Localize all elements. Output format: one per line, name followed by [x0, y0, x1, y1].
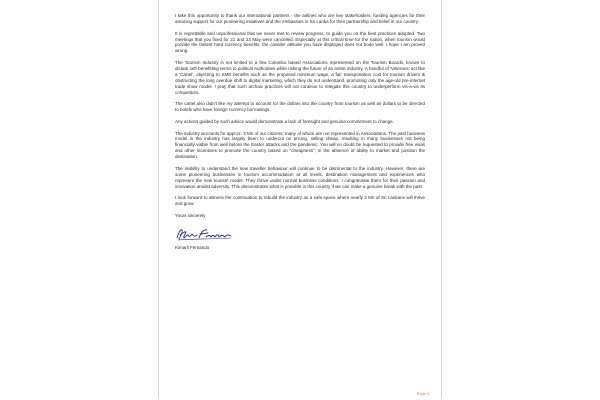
paragraph-1: I take this opportunity to thank our international partners - the airlines who are key stakeholders, funding agencies for their amazing support for our pioneering initiatives and the embassies in Sri Lanka for their partnership and belief in our country. — [175, 13, 425, 24]
letter-body — [175, 13, 425, 257]
closing-salutation: Yours sincerely — [175, 212, 206, 218]
handwritten-signature — [175, 227, 233, 241]
paragraph-2: It is regrettable and unprofessional that we never met to review progress, to guide you on the best practices adopted. Two meetings that you fixed for 21 and 23 May were cancelled. Especially at this critical time for the nation, when tourism would provide the fastest hard currency benefits, the cavalier attitude you have displayed does not bode well. I hope I am proved wrong. — [175, 30, 425, 54]
paragraph-8: I look forward to witness the continuation to rebuild the industry as a safe space where nearly 3 Mn of Sri Lankans will thrive and grow. — [175, 195, 425, 207]
paragraph-4: The cartel also didn't like my attempt to account for the dollars into the country from tourism as well as dollars to be directed to hotels who have foreign currency borrowings. — [175, 101, 425, 113]
document-page — [158, 0, 442, 399]
page-number: Page 3 — [417, 392, 429, 396]
paragraph-7: The inability to understand the new traveller behaviour will continue to be detrimental to the industry. However, there are some pioneering businesses in tourism accommodation at all levels, destination management and experiences who represent the new tourism model. They thrive under normal business conditions. I congratulate them for their passion and innovation amidst adversity. This demonstrates what is possible in this country if we can make a genuine break with the past. — [175, 165, 425, 189]
paragraph-5: Any actions guided by such advice would demonstrate a lack of foresight and genuine commitment to change. — [175, 118, 394, 124]
signer-name: Kimarli Fernando — [175, 244, 210, 250]
paragraph-3: The Tourism Industry is not limited to a few Colombo based Associations represented on the Tourism Boards, known to dictate self-benefitting terms to political Authorities while risking the future of an entire industry. A handful of 'Veterans' act like a 'Cartel', objecting to SME benefits such as the proposed minimum wage, a fair transportation cost for tourism drivers & obstructing the long overdue shift to digital marketing, which they do not understand, promoting only the age-old pre-internet trade show model. I pray that such archaic practices will not continue to relegate this country to underperform vis-a-vis its competitors. — [175, 60, 425, 95]
paragraph-6: The industry accounts for approx. 3 Mn of our citizens; many of whom are not represented in Associations. The past business model in the industry has largely been to undercut on pricing, selling cheap, resulting in many businesses not being financially viable from well before the Easter attacks and the pandemic. You will no doubt be requested to provide free visas and other incentives to promote the country based on "cheapness", in the absence of ability to market and position the destination. — [175, 130, 425, 160]
